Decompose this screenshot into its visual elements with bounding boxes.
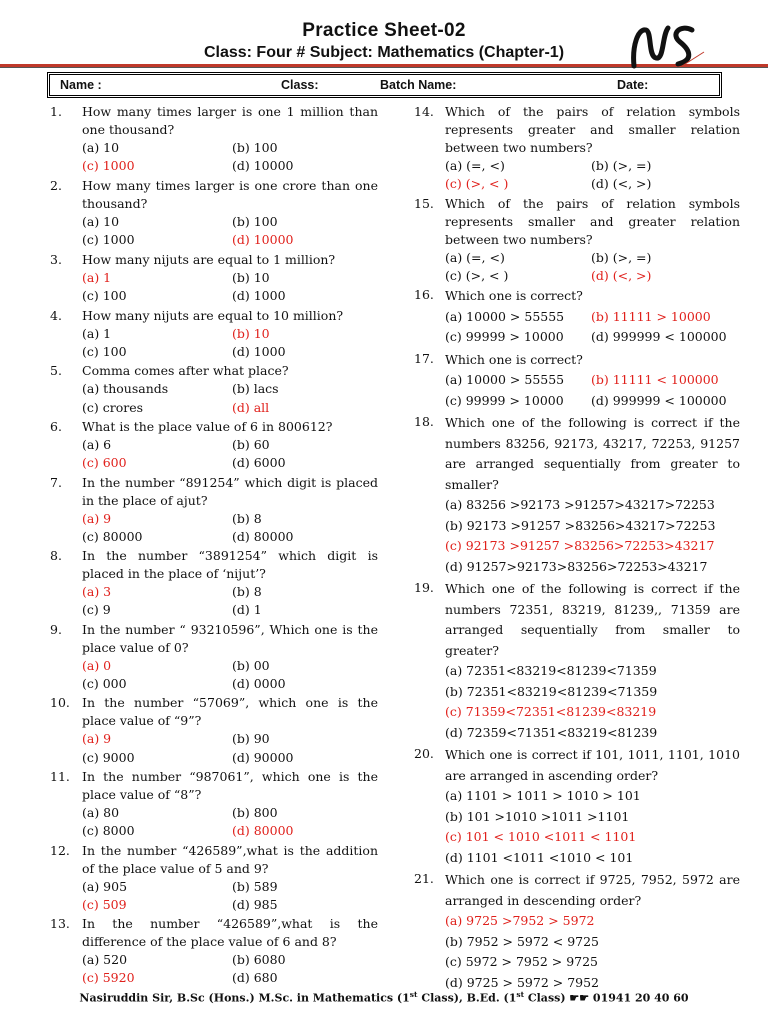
option: (d) 80000	[232, 528, 294, 544]
option: (d) 1101 <1011 <1010 < 101	[445, 849, 634, 865]
option: (d) 1	[232, 602, 262, 618]
option: (a) 1	[82, 325, 112, 341]
question-text: Which one of the following is correct if the numbers 83256, 92173, 43217, 72253, 91257 are arranged sequentially from greater to smaller?	[445, 415, 740, 492]
question-text: What is the place value of 6 in 800612?	[82, 418, 333, 434]
question-item	[50, 694, 378, 767]
option-list	[445, 911, 740, 993]
question-number: 9.	[50, 621, 62, 637]
option: (b) 10	[232, 270, 270, 286]
question-number: 12.	[50, 842, 70, 858]
correct-option: (b) 11111 < 100000	[591, 372, 719, 388]
option: (d) 680	[232, 970, 278, 986]
question-item	[50, 621, 378, 694]
footer-sup-1: st	[409, 990, 418, 999]
question-item	[50, 251, 378, 306]
question-number: 1.	[50, 104, 62, 119]
option: (c) 9	[82, 602, 111, 618]
question-item	[414, 579, 740, 743]
option-list	[445, 495, 740, 577]
option-list	[445, 370, 740, 411]
option: (a) (=, <)	[445, 158, 505, 173]
question-number: 18.	[414, 414, 434, 430]
option: (a) 905	[82, 878, 128, 894]
correct-option: (c) 509	[82, 896, 127, 912]
footer-credit	[0, 990, 768, 1005]
option-list	[82, 380, 378, 417]
question-text: Which one is correct if 101, 1011, 1101, 1010 are arranged in ascending order?	[445, 747, 740, 783]
name-label: Name :	[60, 78, 102, 92]
question-item	[50, 103, 378, 176]
question-item	[50, 474, 378, 547]
correct-option: (a) 9725 >7952 > 5972	[445, 913, 595, 929]
option: (c) crores	[82, 399, 144, 415]
option: (c) 99999 > 10000	[445, 329, 564, 345]
option-list	[82, 510, 378, 547]
question-item	[50, 547, 378, 620]
right-question-column	[414, 103, 740, 995]
page-subtitle: Class: Four # Subject: Mathematics (Chapter-1)	[203, 44, 565, 61]
correct-option: (d) 80000	[232, 823, 294, 839]
question-number: 11.	[50, 768, 70, 784]
option: (b) 92173 >91257 >83256>43217>72253	[445, 517, 716, 533]
option-list	[82, 804, 378, 841]
question-number: 16.	[414, 287, 434, 303]
option: (b) lacs	[232, 381, 279, 397]
option-list	[445, 786, 740, 868]
question-text: Which one is correct if 9725, 7952, 5972 are arranged in descending order?	[445, 872, 740, 908]
correct-option: (a) 9	[82, 510, 112, 526]
question-number: 13.	[50, 916, 70, 932]
question-text: How many times larger is one 1 million than one thousand?	[82, 104, 378, 137]
option: (a) (=, <)	[445, 249, 505, 265]
question-item	[414, 103, 740, 194]
correct-option: (d) 10000	[232, 232, 294, 248]
option: (b) 8	[232, 510, 262, 526]
footer-text-3: Class) ☛☛ 01941 20 40 60	[524, 991, 689, 1005]
question-number: 2.	[50, 178, 62, 194]
option: (a) 1101 > 1011 > 1010 > 101	[445, 788, 641, 804]
question-number: 20.	[414, 746, 434, 762]
option-list	[82, 878, 378, 915]
correct-option: (a) 1	[82, 270, 112, 286]
left-question-column	[50, 103, 378, 989]
footer-text-1: Nasiruddin Sir, B.Sc (Hons.) M.Sc. in Mathematics (1	[79, 991, 410, 1005]
option: (b) 60	[232, 436, 270, 452]
question-item	[50, 418, 378, 473]
correct-option: (c) 92173 >91257 >83256>72253>43217	[445, 538, 715, 554]
option: (b) 800	[232, 804, 278, 820]
option: (c) 100	[82, 344, 127, 360]
date-label: Date:	[617, 78, 649, 92]
option: (b) 72351<83219<81239<71359	[445, 683, 658, 699]
option: (c) 80000	[82, 528, 143, 544]
option-list	[82, 139, 378, 176]
option: (a) 10	[82, 140, 120, 155]
option: (d) 91257>92173>83256>72253>43217	[445, 558, 708, 574]
option: (b) 100	[232, 214, 278, 230]
question-text: How many times larger is one crore than one thousand?	[82, 178, 378, 212]
option: (b) 6080	[232, 952, 286, 968]
question-number: 7.	[50, 474, 62, 490]
option-list	[82, 436, 378, 473]
option: (d) 999999 < 100000	[591, 392, 727, 408]
option: (c) 99999 > 10000	[445, 392, 564, 408]
question-number: 19.	[414, 580, 434, 596]
question-text: Which one is correct?	[445, 351, 583, 367]
question-text: In the number “3891254” which digit is placed in the place of ‘nijut’?	[82, 548, 378, 582]
question-number: 14.	[414, 104, 434, 119]
option: (a) 6	[82, 436, 112, 452]
question-item	[414, 286, 740, 348]
correct-option: (c) 1000	[82, 158, 135, 174]
option-list	[445, 661, 740, 743]
question-text: Comma comes after what place?	[82, 363, 289, 379]
option: (c) (>, < )	[445, 267, 509, 283]
question-text: How many nijuts are equal to 10 million?	[82, 307, 344, 323]
correct-option: (b) 10	[232, 325, 270, 341]
question-text: In the number “987061”, which one is the place value of “8”?	[82, 768, 378, 802]
option-list	[82, 213, 378, 250]
correct-option: (a) 9	[82, 731, 112, 747]
question-text: In the number “ 93210596”, Which one is the place value of 0?	[82, 621, 378, 655]
option: (d) 72359<71351<83219<81239	[445, 724, 658, 740]
class-label: Class:	[281, 78, 319, 92]
option: (b) (>, =)	[591, 158, 652, 173]
question-item	[50, 768, 378, 841]
correct-option: (a) 0	[82, 657, 112, 673]
option: (a) thousands	[82, 381, 169, 397]
correct-option: (b) 11111 > 10000	[591, 308, 711, 324]
option: (d) 999999 < 100000	[591, 329, 727, 345]
option-list	[445, 307, 740, 348]
option: (a) 80	[82, 804, 120, 820]
option-list	[445, 157, 740, 194]
question-text: Which of the pairs of relation symbols represents smaller and greater relation between two numbers?	[445, 195, 740, 247]
correct-option: (c) 600	[82, 455, 127, 471]
option: (a) 10	[82, 214, 120, 230]
option: (a) 10000 > 55555	[445, 308, 565, 324]
option-list	[445, 249, 740, 286]
question-item	[414, 413, 740, 577]
option: (d) 1000	[232, 288, 286, 304]
question-number: 21.	[414, 871, 434, 887]
question-text: In the number “891254” which digit is placed in the place of ajut?	[82, 474, 378, 508]
student-info-box	[47, 72, 722, 98]
correct-option: (c) 71359<72351<81239<83219	[445, 704, 657, 720]
option: (c) 8000	[82, 823, 135, 839]
option: (d) 9725 > 5972 > 7952	[445, 974, 600, 990]
correct-option: (c) 101 < 1010 <1011 < 1101	[445, 829, 637, 845]
option: (d) (<, >)	[591, 176, 652, 192]
option: (b) 8	[232, 584, 262, 600]
batch-name-label: Batch Name:	[380, 78, 457, 92]
option: (d) 6000	[232, 455, 286, 471]
question-number: 15.	[414, 195, 434, 211]
option: (c) 5972 > 7952 > 9725	[445, 954, 599, 970]
option: (a) 10000 > 55555	[445, 372, 565, 388]
question-text: How many nijuts are equal to 1 million?	[82, 252, 336, 268]
question-item	[50, 842, 378, 915]
option: (c) 000	[82, 676, 127, 692]
question-item	[414, 870, 740, 993]
correct-option: (a) 3	[82, 584, 112, 600]
question-number: 17.	[414, 350, 434, 366]
footer-sup-2: st	[516, 990, 525, 999]
option-list	[82, 657, 378, 694]
question-text: Which one of the following is correct if the numbers 72351, 83219, 81239,, 71359 are arranged sequentially from smaller to greater?	[445, 581, 740, 658]
question-number: 6.	[50, 418, 62, 434]
question-number: 8.	[50, 548, 62, 564]
correct-option: (c) (>, < )	[445, 176, 509, 192]
question-item	[414, 745, 740, 868]
option: (a) 72351<83219<81239<71359	[445, 663, 657, 679]
question-number: 3.	[50, 252, 62, 268]
question-item	[50, 177, 378, 250]
option: (b) 7952 > 5972 < 9725	[445, 933, 600, 949]
option: (d) 985	[232, 896, 278, 912]
option: (d) 90000	[232, 749, 294, 765]
option: (b) 100	[232, 140, 278, 155]
option: (b) 00	[232, 657, 270, 673]
option: (a) 83256 >92173 >91257>43217>72253	[445, 497, 715, 513]
option: (b) 589	[232, 878, 278, 894]
option: (a) 520	[82, 952, 128, 968]
question-item	[414, 350, 740, 412]
correct-option: (d) (<, >)	[591, 267, 652, 283]
option: (b) 101 >1010 >1011 >1101	[445, 808, 630, 824]
option: (c) 1000	[82, 232, 135, 248]
footer-text-2: Class), B.Ed. (1	[417, 991, 517, 1005]
option: (b) 90	[232, 731, 270, 747]
option: (b) (>, =)	[591, 249, 652, 265]
question-text: In the number “57069”, which one is the place value of “9”?	[82, 695, 378, 729]
question-text: In the number “426589”,what is the difference of the place value of 6 and 8?	[82, 916, 378, 950]
option-list	[82, 583, 378, 620]
question-item	[50, 915, 378, 988]
option: (d) 0000	[232, 676, 286, 692]
question-item	[50, 307, 378, 362]
question-number: 10.	[50, 695, 70, 711]
question-number: 5.	[50, 363, 62, 379]
question-item	[414, 195, 740, 286]
correct-option: (c) 5920	[82, 970, 135, 986]
ns-logo	[624, 16, 714, 78]
question-text: Which one is correct?	[445, 288, 583, 304]
option-list	[82, 325, 378, 362]
page-title: Practice Sheet-02	[302, 20, 466, 41]
option: (c) 9000	[82, 749, 135, 765]
question-text: Which of the pairs of relation symbols represents greater and smaller relation between two numbers?	[445, 104, 740, 155]
option-list	[82, 730, 378, 767]
option: (d) 10000	[232, 158, 294, 174]
option: (d) 1000	[232, 344, 286, 360]
question-text: In the number “426589”,what is the addition of the place value of 5 and 9?	[82, 842, 378, 876]
correct-option: (d) all	[232, 399, 270, 415]
option-list	[82, 269, 378, 306]
option-list	[82, 951, 378, 988]
option: (c) 100	[82, 288, 127, 304]
question-number: 4.	[50, 307, 62, 323]
question-item	[50, 362, 378, 417]
